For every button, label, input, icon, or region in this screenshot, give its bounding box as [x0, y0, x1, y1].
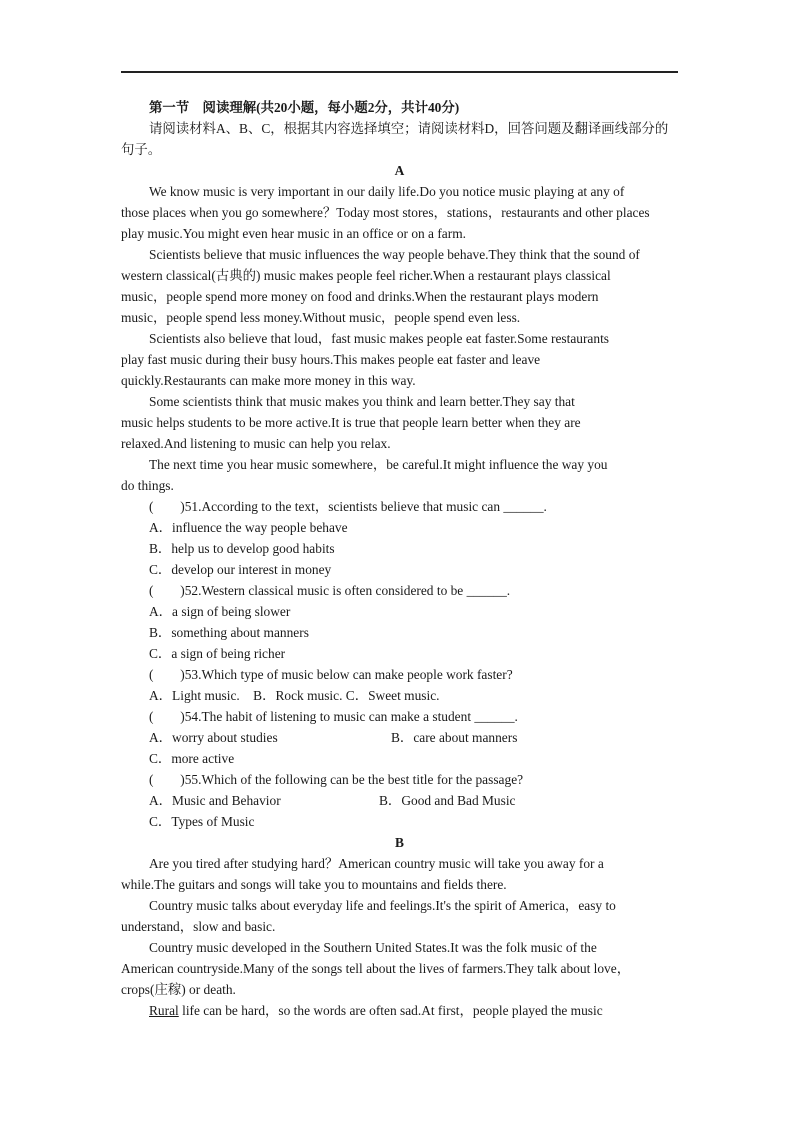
section-title: 第一节 阅读理解(共20小题，每小题2分，共计40分) — [149, 100, 460, 115]
passage-a-heading: A — [394, 163, 405, 178]
passage-a-line: music helps students to be more active.It is true that people learn better when they are — [121, 415, 581, 430]
passage-b-line: Country music talks about everyday life and feelings.It's the spirit of America，easy to — [149, 898, 616, 913]
question-54-option-a: A．worry about studies — [149, 730, 278, 745]
question-54: ( )54.The habit of listening to music can make a student ______. — [149, 709, 518, 724]
passage-a-line: play fast music during their busy hours.This makes people eat faster and leave — [121, 352, 541, 367]
top-rule — [121, 71, 678, 73]
passage-a-line: quickly.Restaurants can make more money in this way. — [121, 373, 416, 388]
question-55-option-c: C．Types of Music — [149, 814, 255, 829]
passage-b-line: American countryside.Many of the songs tell about the lives of farmers.They talk about love， — [121, 961, 631, 976]
passage-b-line-rest: life can be hard，so the words are often sad.At first，people played the music — [182, 1003, 603, 1018]
passage-b-heading: B — [395, 835, 404, 850]
passage-a-line: Scientists believe that music influences the way people behave.They think that the sound of — [149, 247, 640, 262]
passage-a-line: music，people spend more money on food and drinks.When the restaurant plays modern — [121, 289, 599, 304]
question-52-option-c: C．a sign of being richer — [149, 646, 286, 661]
passage-a-line: play music.You might even hear music in an office or on a farm. — [121, 226, 466, 241]
document-page — [121, 97, 678, 1021]
passage-b-line: understand，slow and basic. — [121, 919, 276, 934]
question-55-options-row — [121, 790, 678, 811]
passage-a-line: western classical(古典的) music makes people feel richer.When a restaurant plays classical — [121, 268, 611, 283]
passage-a-line: those places when you go somewhere？Today most stores，stations，restaurants and other places — [121, 205, 650, 220]
question-54-option-c: C．more active — [149, 751, 235, 766]
passage-a-line: relaxed.And listening to music can help you relax. — [121, 436, 391, 451]
question-55: ( )55.Which of the following can be the best title for the passage? — [149, 772, 524, 787]
question-53: ( )53.Which type of music below can make people work faster? — [149, 667, 513, 682]
passage-b-last-line — [121, 1000, 678, 1021]
passage-b-line: Country music developed in the Southern United States.It was the folk music of the — [149, 940, 597, 955]
question-51-option-a: A．influence the way people behave — [149, 520, 348, 535]
passage-b-line: crops(庄稼) or death. — [121, 982, 236, 997]
question-54-options-row — [121, 727, 678, 748]
question-51: ( )51.According to the text，scientists believe that music can ______. — [149, 499, 547, 514]
passage-a-line: do things. — [121, 478, 174, 493]
question-52: ( )52.Western classical music is often considered to be ______. — [149, 583, 511, 598]
passage-a-line: Scientists also believe that loud，fast music makes people eat faster.Some restaurants — [149, 331, 609, 346]
passage-a-line: We know music is very important in our daily life.Do you notice music playing at any of — [149, 184, 625, 199]
question-54-option-b: B．care about manners — [391, 730, 518, 745]
question-52-option-a: A．a sign of being slower — [149, 604, 291, 619]
underlined-word: Rural — [149, 1003, 179, 1018]
question-51-option-b: B．help us to develop good habits — [149, 541, 335, 556]
question-53-options: A．Light music. B．Rock music. C．Sweet music. — [149, 688, 440, 703]
passage-b-line: while.The guitars and songs will take you to mountains and fields there. — [121, 877, 507, 892]
passage-b-line: Are you tired after studying hard？American country music will take you away for a — [149, 856, 604, 871]
question-52-option-b: B．something about manners — [149, 625, 309, 640]
passage-a-line: music，people spend less money.Without music，people spend even less. — [121, 310, 521, 325]
instruction-line: 句子。 — [121, 142, 162, 157]
instruction-line: 请阅读材料A、B、C，根据其内容选择填空；请阅读材料D，回答问题及翻译画线部分的 — [149, 121, 669, 136]
question-55-option-b: B．Good and Bad Music — [379, 793, 516, 808]
passage-a-line: Some scientists think that music makes you think and learn better.They say that — [149, 394, 575, 409]
passage-a-line: The next time you hear music somewhere，be careful.It might influence the way you — [149, 457, 608, 472]
question-51-option-c: C．develop our interest in money — [149, 562, 332, 577]
question-55-option-a: A．Music and Behavior — [149, 793, 281, 808]
